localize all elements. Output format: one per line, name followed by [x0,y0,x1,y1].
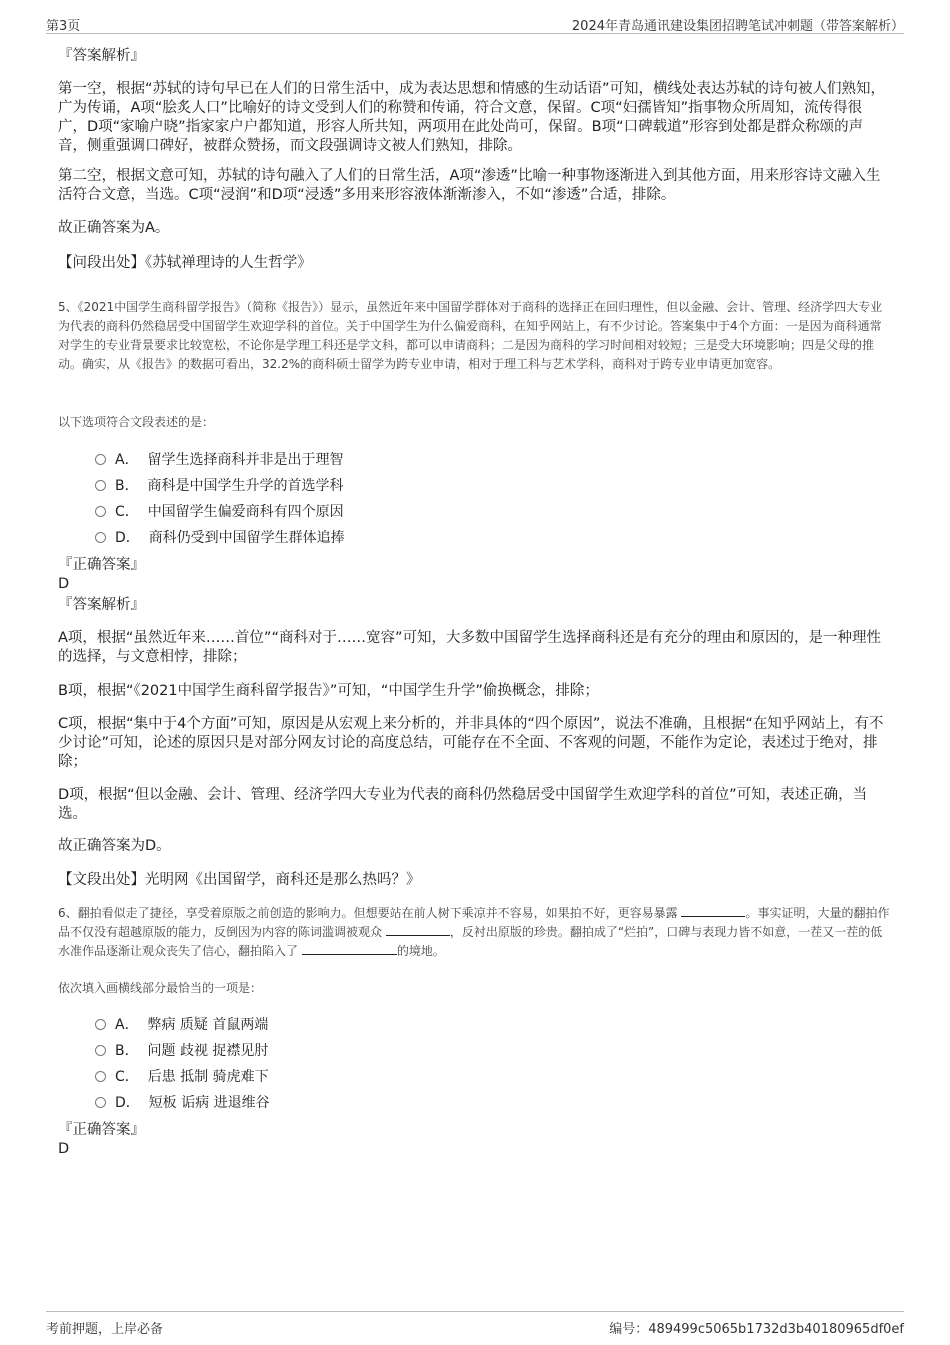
q5-option-c[interactable]: C． 中国留学生偏爱商科有四个原因 [95,502,344,522]
fill-blank-1 [681,904,745,917]
q5-option-a[interactable]: A． 留学生选择商科并非是出于理智 [95,450,343,470]
page-footer [46,1311,904,1336]
q4-analysis-para2: 第二空，根据文意可知，苏轼的诗句融入了人们的日常生活，A项“渗透”比喻一种事物逐渐进入到其他方面，用来形容诗文融入生活符合文意，当选。C项“浸润”和D项“浸透”多用来形容液体渐渐渗入，不如“渗透”合适，排除。 [58,168,881,203]
q5-source: 【文段出处】光明网《出国留学，商科还是那么热吗？》 [58,872,421,888]
q4-source: 【问段出处】《苏轼禅理诗的人生哲学》 [58,255,312,271]
q4-analysis-label: 『答案解析』 [58,48,145,64]
page-header [46,13,904,34]
document-code: 编号：489499c5065b1732d3b40180965df0ef [609,1322,904,1337]
fill-blank-2 [386,923,450,936]
radio-icon[interactable] [95,480,106,491]
q5-analysis-d: D项，根据“但以金融、会计、管理、经济学四大专业为代表的商科仍然稳居受中国留学生欢迎学科的首位”可知，表述正确，当选。 [58,787,868,822]
footer-slogan: 考前押题，上岸必备 [46,1322,164,1337]
radio-icon[interactable] [95,1097,106,1108]
radio-icon[interactable] [95,532,106,543]
radio-icon[interactable] [95,1045,106,1056]
q6-prompt: 依次填入画横线部分最恰当的一项是： [58,981,263,995]
q5-analysis-label: 『答案解析』 [58,597,145,613]
q5-option-d[interactable]: D． 商科仍受到中国留学生群体追捧 [95,528,345,548]
q5-option-b[interactable]: B． 商科是中国学生升学的首选学科 [95,476,344,496]
q5-analysis-b: B项，根据“《2021中国学生商科留学报告》”可知，“中国学生升学”偷换概念，排除； [58,683,599,699]
q5-stem: 5、《2021中国学生商科留学报告》（简称《报告》）显示，虽然近年来中国留学群体对于商科的选择正在回归理性，但以金融、会计、管理、经济学四大专业为代表的商科仍然稳居受中国留学生欢迎学科的首位。关于中国学生为什么偏爱商科，在知乎网站上，有不少讨论。答案集中于4个方面：一是因为商科通常对学生的专业背景要求比较宽松，不论你是学理工科还是学文科，都可以申请商科；二是因为商科的学习时间相对较短；三是受大环境影响；四是父母的推动。确实，从《报告》的数据可看出，32.2%的商科硕士留学为跨专业申请，相对于理工科与艺术学科，商科对于跨专业申请更加宽容。 [58,300,883,371]
q5-answer-label: 『正确答案』 [58,557,145,573]
q6-option-c[interactable]: C． 后患 抵制 骑虎难下 [95,1067,269,1087]
radio-icon[interactable] [95,506,106,517]
q6-answer: D [58,1141,70,1157]
q4-analysis-para1: 第一空，根据“苏轼的诗句早已在人们的日常生活中，成为表达思想和情感的生动话语”可知，横线处表达苏轼的诗句被人们熟知，广为传诵，A项“脍炙人口”比喻好的诗文受到人们的称赞和传诵，符合文意，保留。C项“妇孺皆知”指事物众所周知，流传得很广，D项“家喻户晓”指家家户户都知道，形容人所共知，两项用在此处尚可，保留。B项“口碑载道”形容到处都是群众称颂的声音，侧重强调口碑好，被群众赞扬，而文段强调诗文被人们熟知，排除。 [58,81,886,154]
q5-conclusion: 故正确答案为D。 [58,838,171,854]
fill-blank-3 [302,942,397,955]
radio-icon[interactable] [95,1019,106,1030]
page-number: 第3页 [46,19,81,34]
q5-analysis-c: C项，根据“集中于4个方面”可知，原因是从宏观上来分析的，并非具体的“四个原因”，说法不准确，且根据“在知乎网站上，有不少讨论”可知，论述的原因只是对部分网友讨论的高度总结，可能存在不全面、不客观的问题，不能作为定论，表述过于绝对，排除； [58,716,884,770]
q5-analysis-a: A项，根据“虽然近年来……首位”“商科对于……宽容”可知，大多数中国留学生选择商科还是有充分的理由和原因的，是一种理性的选择，与文意相悖，排除； [58,630,881,665]
radio-icon[interactable] [95,454,106,465]
q5-prompt: 以下选项符合文段表述的是： [58,415,215,429]
q4-conclusion: 故正确答案为A。 [58,220,170,236]
document-title: 2024年青岛通讯建设集团招聘笔试冲刺题（带答案解析） [571,19,904,34]
q6-option-d[interactable]: D． 短板 诟病 进退维谷 [95,1093,270,1113]
q6-stem: 6、翻拍看似走了捷径，享受着原版之前创造的影响力。但想要站在前人树下乘凉并不容易，如果拍不好，更容易暴露 。事实证明，大量的翻拍作品不仅没有超越原版的能力，反倒因为内容的陈词滥调被观众 ，反衬出原版的珍贵。翻拍成了“烂拍”，口碑与表现力皆不如意，一茬又一茬的低水准作品逐渐让观众丧失了信心，翻拍陷入了 的境地。 [58,906,890,958]
q6-answer-label: 『正确答案』 [58,1122,145,1138]
q6-option-b[interactable]: B． 问题 歧视 捉襟见肘 [95,1041,268,1061]
q5-answer: D [58,576,70,592]
radio-icon[interactable] [95,1071,106,1082]
q6-option-a[interactable]: A． 弊病 质疑 首鼠两端 [95,1015,268,1035]
